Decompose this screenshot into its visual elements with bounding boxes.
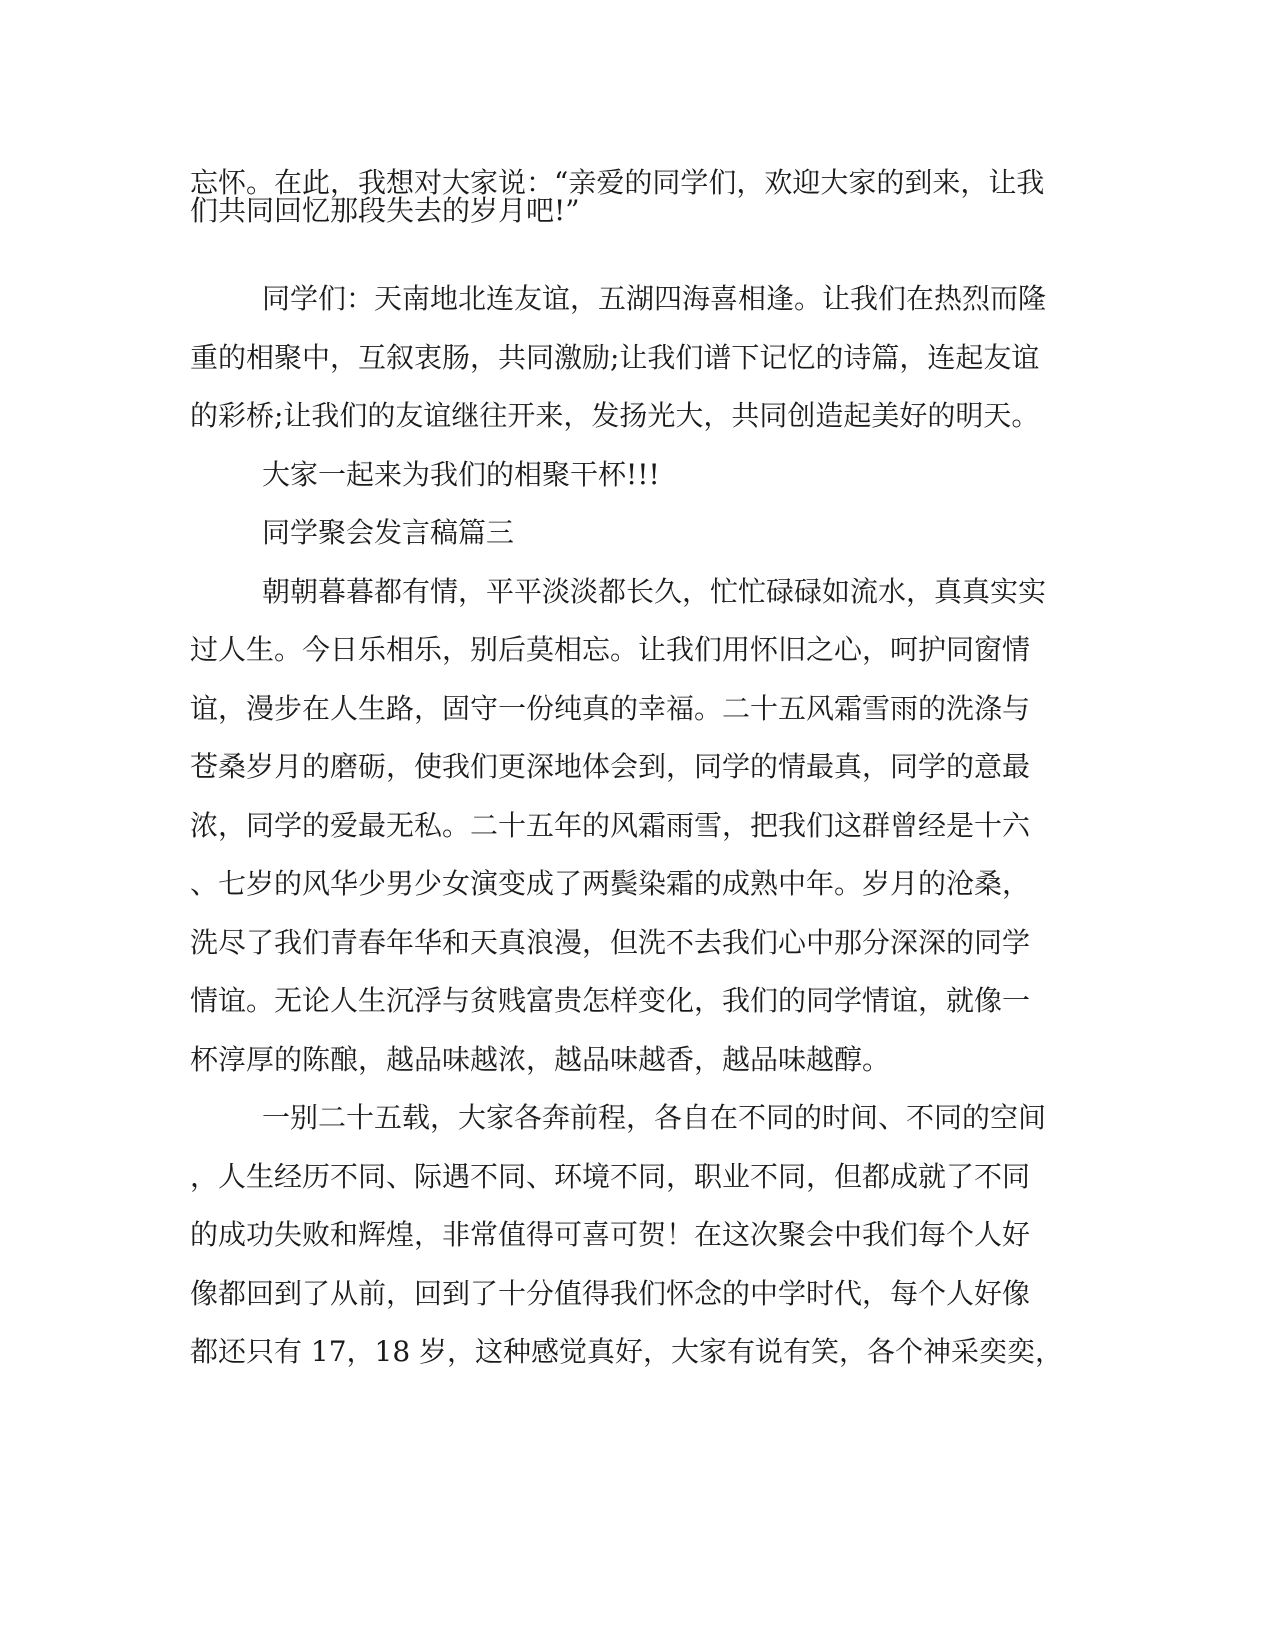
text-line: 过人生。今日乐相乐，别后莫相忘。让我们用怀旧之心，呵护同窗情 — [190, 633, 1031, 666]
text-line: ，人生经历不同、际遇不同、环境不同，职业不同，但都成就了不同 — [190, 1160, 1031, 1193]
section-heading: 同学聚会发言稿篇三 — [262, 516, 515, 549]
text-line: 杯淳厚的陈酿，越品味越浓，越品味越香，越品味越醇。 — [190, 1043, 891, 1076]
text-line: 忘怀。在此，我想对大家说：“亲爱的同学们，欢迎大家的到来，让我 — [190, 166, 1045, 199]
paragraph-start-line: 一别二十五载，大家各奔前程，各自在不同的时间、不同的空间 — [262, 1101, 1047, 1134]
text-line: 都还只有 17，18 岁，这种感觉真好，大家有说有笑，各个神采奕奕， — [190, 1335, 1064, 1368]
paragraph-start-line: 朝朝暮暮都有情，平平淡淡都长久，忙忙碌碌如流水，真真实实 — [262, 575, 1047, 608]
text-line: 像都回到了从前，回到了十分值得我们怀念的中学时代，每个人好像 — [190, 1277, 1031, 1310]
text-line: 谊，漫步在人生路，固守一份纯真的幸福。二十五风霜雪雨的洗涤与 — [190, 692, 1031, 725]
paragraph-start-line: 大家一起来为我们的相聚干杯!!! — [262, 458, 660, 491]
text-line: 情谊。无论人生沉浮与贫贱富贵怎样变化，我们的同学情谊，就像一 — [190, 984, 1031, 1017]
paragraph-start-line: 同学们：天南地北连友谊，五湖四海喜相逢。让我们在热烈而隆 — [262, 282, 1047, 315]
text-line: 重的相聚中，互叙衷肠，共同激励;让我们谱下记忆的诗篇，连起友谊 — [190, 341, 1040, 374]
text-line: 浓，同学的爱最无私。二十五年的风霜雨雪，把我们这群曾经是十六 — [190, 809, 1031, 842]
text-line: 、七岁的风华少男少女演变成了两鬓染霜的成熟中年。岁月的沧桑， — [190, 867, 1031, 900]
text-line: 的成功失败和辉煌，非常值得可喜可贺！在这次聚会中我们每个人好 — [190, 1218, 1031, 1251]
text-line: 苍桑岁月的磨砺，使我们更深地体会到，同学的情最真，同学的意最 — [190, 750, 1031, 783]
text-line: 洗尽了我们青春年华和天真浪漫，但洗不去我们心中那分深深的同学 — [190, 926, 1031, 959]
text-line: 们共同回忆那段失去的岁月吧!” — [190, 194, 580, 227]
text-line: 的彩桥;让我们的友谊继往开来，发扬光大，共同创造起美好的明天。 — [190, 399, 1040, 432]
